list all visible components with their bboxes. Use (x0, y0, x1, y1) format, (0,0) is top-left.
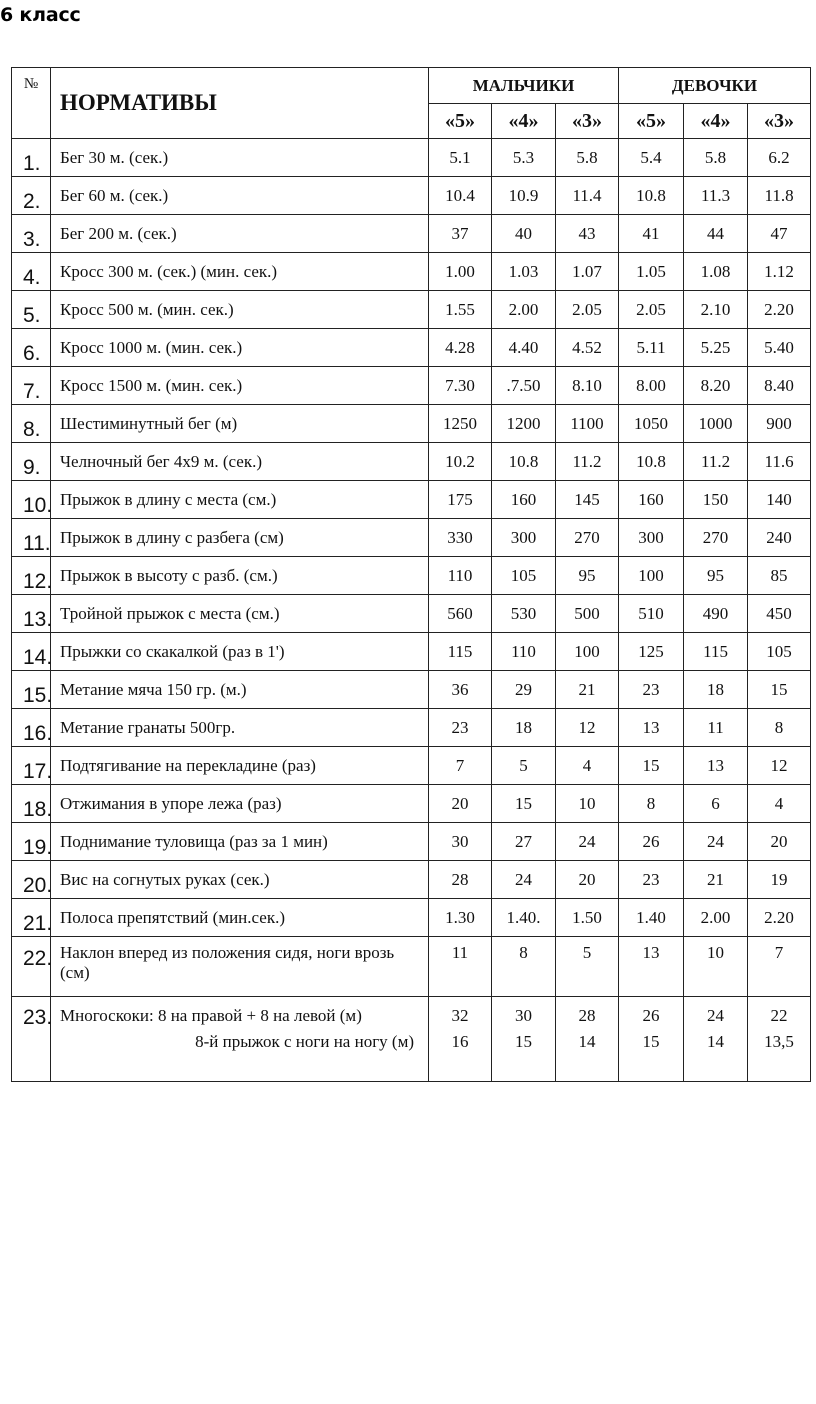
grade-header-boys-4: «4» (492, 104, 556, 139)
value-cell: 4 (556, 747, 619, 785)
value-cell: 18 (492, 709, 556, 747)
value-cell: 10.8 (619, 177, 684, 215)
value-line-1: 32 (451, 1006, 469, 1025)
value-cell: 1.30 (429, 899, 492, 937)
value-cell: 1.50 (556, 899, 619, 937)
value-cell: 110 (429, 557, 492, 595)
value-cell: 300 (619, 519, 684, 557)
standard-name: Бег 60 м. (сек.) (51, 177, 429, 215)
table-row-7 (12, 367, 811, 405)
value-cell: 1.55 (429, 291, 492, 329)
value-cell: 100 (556, 633, 619, 671)
row-number: 12. (12, 557, 51, 595)
value-cell: 19 (748, 861, 811, 899)
table-row-19 (12, 823, 811, 861)
table-row-15 (12, 671, 811, 709)
value-cell: 1250 (429, 405, 492, 443)
standard-name: Бег 30 м. (сек.) (51, 139, 429, 177)
value-cell: 4.52 (556, 329, 619, 367)
value-cell: 2.10 (684, 291, 748, 329)
row-number: 21. (12, 899, 51, 937)
value-cell: 30 (429, 823, 492, 861)
value-cell: 4.28 (429, 329, 492, 367)
value-cell: 24 (684, 823, 748, 861)
value-cell: 8 (619, 785, 684, 823)
value-cell: 2.20 (748, 291, 811, 329)
row-number: 22. (12, 937, 51, 997)
value-cell: 21 (556, 671, 619, 709)
value-cell: 105 (748, 633, 811, 671)
value-cell: 29 (492, 671, 556, 709)
value-cell: 11.6 (748, 443, 811, 481)
value-cell: 11 (429, 937, 492, 997)
value-cell: 11.8 (748, 177, 811, 215)
value-cell: 1.03 (492, 253, 556, 291)
value-cell: 2.05 (556, 291, 619, 329)
table-row-18 (12, 785, 811, 823)
value-cell: 12 (748, 747, 811, 785)
value-cell: 8 (748, 709, 811, 747)
value-cell (748, 997, 811, 1082)
standard-name: Тройной прыжок с места (см.) (51, 595, 429, 633)
standard-name: Челночный бег 4х9 м. (сек.) (51, 443, 429, 481)
value-line-2: 14 (578, 1032, 596, 1051)
row-number: 13. (12, 595, 51, 633)
standard-name: Подтягивание на перекладине (раз) (51, 747, 429, 785)
value-cell: 23 (429, 709, 492, 747)
value-cell: 5.4 (619, 139, 684, 177)
value-cell: 15 (619, 747, 684, 785)
value-cell: 115 (429, 633, 492, 671)
value-cell: .7.50 (492, 367, 556, 405)
value-cell: 5.3 (492, 139, 556, 177)
row-number: 7. (12, 367, 51, 405)
value-cell: 5.40 (748, 329, 811, 367)
header-row-groups (12, 68, 811, 104)
standard-name: Кросс 1500 м. (мин. сек.) (51, 367, 429, 405)
table-row-22 (12, 937, 811, 997)
value-line-2: 15 (515, 1032, 532, 1051)
value-cell: 6.2 (748, 139, 811, 177)
value-cell: 2.00 (684, 899, 748, 937)
value-cell: 270 (684, 519, 748, 557)
value-cell: 11.2 (684, 443, 748, 481)
value-cell: 11.2 (556, 443, 619, 481)
row-number: 8. (12, 405, 51, 443)
value-cell: 28 (429, 861, 492, 899)
standard-name: Кросс 500 м. (мин. сек.) (51, 291, 429, 329)
row-number: 17. (12, 747, 51, 785)
table-row-8 (12, 405, 811, 443)
value-cell: 40 (492, 215, 556, 253)
value-cell: 20 (429, 785, 492, 823)
table-row-10 (12, 481, 811, 519)
value-cell (556, 997, 619, 1082)
standard-name: Прыжок в высоту с разб. (см.) (51, 557, 429, 595)
value-cell: 5.1 (429, 139, 492, 177)
grade-header-girls-5: «5» (619, 104, 684, 139)
value-cell: 490 (684, 595, 748, 633)
value-cell: 7.30 (429, 367, 492, 405)
value-cell: 5.8 (556, 139, 619, 177)
value-cell: 23 (619, 861, 684, 899)
value-cell: 27 (492, 823, 556, 861)
value-cell: 5.25 (684, 329, 748, 367)
value-line-1: 30 (515, 1006, 532, 1025)
standard-name (51, 997, 429, 1082)
row-number: 23. (12, 997, 51, 1082)
value-cell: 20 (748, 823, 811, 861)
row-number: 11. (12, 519, 51, 557)
value-cell: 15 (748, 671, 811, 709)
value-cell: 2.05 (619, 291, 684, 329)
value-cell: 47 (748, 215, 811, 253)
value-cell: 160 (492, 481, 556, 519)
value-cell: 21 (684, 861, 748, 899)
value-cell: 175 (429, 481, 492, 519)
value-cell: 5 (492, 747, 556, 785)
standard-name-line-2: 8-й прыжок с ноги на ногу (м) (195, 1032, 414, 1051)
value-cell: 10.2 (429, 443, 492, 481)
row-number: 15. (12, 671, 51, 709)
value-cell: 2.00 (492, 291, 556, 329)
row-number: 16. (12, 709, 51, 747)
girls-header: ДЕВОЧКИ (619, 68, 811, 104)
value-line-1: 26 (642, 1006, 660, 1025)
value-cell: 1050 (619, 405, 684, 443)
row-number: 3. (12, 215, 51, 253)
value-cell: 110 (492, 633, 556, 671)
value-cell: 105 (492, 557, 556, 595)
table-row-5 (12, 291, 811, 329)
standard-name: Прыжок в длину с разбега (см) (51, 519, 429, 557)
value-cell: 95 (556, 557, 619, 595)
value-cell: 1.40 (619, 899, 684, 937)
value-cell: 36 (429, 671, 492, 709)
table-row-1 (12, 139, 811, 177)
value-cell: 8.40 (748, 367, 811, 405)
number-column-header: № (12, 68, 51, 139)
value-cell (429, 997, 492, 1082)
value-line-1: 22 (770, 1006, 788, 1025)
value-cell: 15 (492, 785, 556, 823)
value-cell: 44 (684, 215, 748, 253)
value-line-2: 16 (451, 1032, 469, 1051)
grade-header-girls-3: «3» (748, 104, 811, 139)
value-cell: 1200 (492, 405, 556, 443)
value-cell: 240 (748, 519, 811, 557)
value-cell: 145 (556, 481, 619, 519)
value-cell: 24 (492, 861, 556, 899)
boys-header: МАЛЬЧИКИ (429, 68, 619, 104)
value-line-1: 28 (578, 1006, 596, 1025)
value-cell: 900 (748, 405, 811, 443)
standard-name: Поднимание туловища (раз за 1 мин) (51, 823, 429, 861)
grade-header-boys-5: «5» (429, 104, 492, 139)
value-cell: 1000 (684, 405, 748, 443)
row-number: 4. (12, 253, 51, 291)
value-cell (619, 997, 684, 1082)
table-body (12, 139, 811, 1082)
value-cell: 20 (556, 861, 619, 899)
value-cell: 11 (684, 709, 748, 747)
table-row-3 (12, 215, 811, 253)
value-cell: 24 (556, 823, 619, 861)
value-cell: 1.08 (684, 253, 748, 291)
value-cell: 95 (684, 557, 748, 595)
value-cell: 125 (619, 633, 684, 671)
table-row-2 (12, 177, 811, 215)
standard-name: Полоса препятствий (мин.сек.) (51, 899, 429, 937)
value-cell: 10.8 (492, 443, 556, 481)
value-cell: 1100 (556, 405, 619, 443)
standard-name: Шестиминутный бег (м) (51, 405, 429, 443)
value-cell: 7 (429, 747, 492, 785)
row-number: 6. (12, 329, 51, 367)
value-cell: 1.12 (748, 253, 811, 291)
value-cell: 8.20 (684, 367, 748, 405)
value-cell: 300 (492, 519, 556, 557)
table-row-9 (12, 443, 811, 481)
value-cell: 270 (556, 519, 619, 557)
table-row-12 (12, 557, 811, 595)
value-cell: 18 (684, 671, 748, 709)
standard-name: Прыжок в длину с места (см.) (51, 481, 429, 519)
table-row-17 (12, 747, 811, 785)
value-cell: 5.11 (619, 329, 684, 367)
row-number: 9. (12, 443, 51, 481)
value-line-1: 24 (707, 1006, 725, 1025)
table-row-13 (12, 595, 811, 633)
standard-name: Метание мяча 150 гр. (м.) (51, 671, 429, 709)
value-cell (684, 997, 748, 1082)
value-line-2: 15 (642, 1032, 660, 1051)
value-cell: 8 (492, 937, 556, 997)
standard-name: Вис на согнутых руках (сек.) (51, 861, 429, 899)
value-cell: 85 (748, 557, 811, 595)
value-cell: 530 (492, 595, 556, 633)
value-cell: 4.40 (492, 329, 556, 367)
table-row-23 (12, 997, 811, 1082)
value-cell: 13 (684, 747, 748, 785)
value-cell: 12 (556, 709, 619, 747)
standard-name: Кросс 1000 м. (мин. сек.) (51, 329, 429, 367)
value-cell: 43 (556, 215, 619, 253)
row-number: 18. (12, 785, 51, 823)
row-number: 14. (12, 633, 51, 671)
standards-table (11, 67, 811, 1082)
value-cell: 26 (619, 823, 684, 861)
standard-name: Бег 200 м. (сек.) (51, 215, 429, 253)
value-cell: 8.00 (619, 367, 684, 405)
standards-column-header: НОРМАТИВЫ (51, 68, 429, 139)
value-cell: 41 (619, 215, 684, 253)
row-number: 1. (12, 139, 51, 177)
value-cell: 1.40. (492, 899, 556, 937)
table-row-6 (12, 329, 811, 367)
value-cell: 11.4 (556, 177, 619, 215)
value-line-2: 13,5 (764, 1032, 794, 1051)
standard-name: Кросс 300 м. (сек.) (мин. сек.) (51, 253, 429, 291)
value-line-2: 14 (707, 1032, 725, 1051)
value-cell: 140 (748, 481, 811, 519)
standard-name-line-1: Многоскоки: 8 на правой + 8 на левой (м) (60, 1006, 362, 1025)
value-cell: 1.00 (429, 253, 492, 291)
table-row-21 (12, 899, 811, 937)
value-cell: 5 (556, 937, 619, 997)
row-number: 20. (12, 861, 51, 899)
table-row-14 (12, 633, 811, 671)
value-cell: 450 (748, 595, 811, 633)
value-cell: 10.9 (492, 177, 556, 215)
table-row-16 (12, 709, 811, 747)
table-row-20 (12, 861, 811, 899)
grade-header-boys-3: «3» (556, 104, 619, 139)
standard-name: Наклон вперед из положения сидя, ноги врозь (см) (51, 937, 429, 997)
value-cell: 7 (748, 937, 811, 997)
value-cell (492, 997, 556, 1082)
value-cell: 100 (619, 557, 684, 595)
value-cell: 510 (619, 595, 684, 633)
value-cell: 10 (684, 937, 748, 997)
value-cell: 2.20 (748, 899, 811, 937)
value-cell: 10.4 (429, 177, 492, 215)
standard-name: Прыжки со скакалкой (раз в 1') (51, 633, 429, 671)
value-cell: 500 (556, 595, 619, 633)
value-cell: 37 (429, 215, 492, 253)
value-cell: 115 (684, 633, 748, 671)
table-row-11 (12, 519, 811, 557)
standard-name: Отжимания в упоре лежа (раз) (51, 785, 429, 823)
grade-header-girls-4: «4» (684, 104, 748, 139)
value-cell: 8.10 (556, 367, 619, 405)
value-cell: 330 (429, 519, 492, 557)
value-cell: 13 (619, 937, 684, 997)
table-row-4 (12, 253, 811, 291)
value-cell: 23 (619, 671, 684, 709)
page-title: 6 класс (0, 4, 81, 26)
value-cell: 10.8 (619, 443, 684, 481)
row-number: 10. (12, 481, 51, 519)
value-cell: 10 (556, 785, 619, 823)
value-cell: 4 (748, 785, 811, 823)
value-cell: 5.8 (684, 139, 748, 177)
row-number: 19. (12, 823, 51, 861)
standard-name: Метание гранаты 500гр. (51, 709, 429, 747)
value-cell: 160 (619, 481, 684, 519)
value-cell: 150 (684, 481, 748, 519)
value-cell: 13 (619, 709, 684, 747)
value-cell: 11.3 (684, 177, 748, 215)
value-cell: 6 (684, 785, 748, 823)
value-cell: 1.07 (556, 253, 619, 291)
row-number: 5. (12, 291, 51, 329)
value-cell: 560 (429, 595, 492, 633)
row-number: 2. (12, 177, 51, 215)
value-cell: 1.05 (619, 253, 684, 291)
